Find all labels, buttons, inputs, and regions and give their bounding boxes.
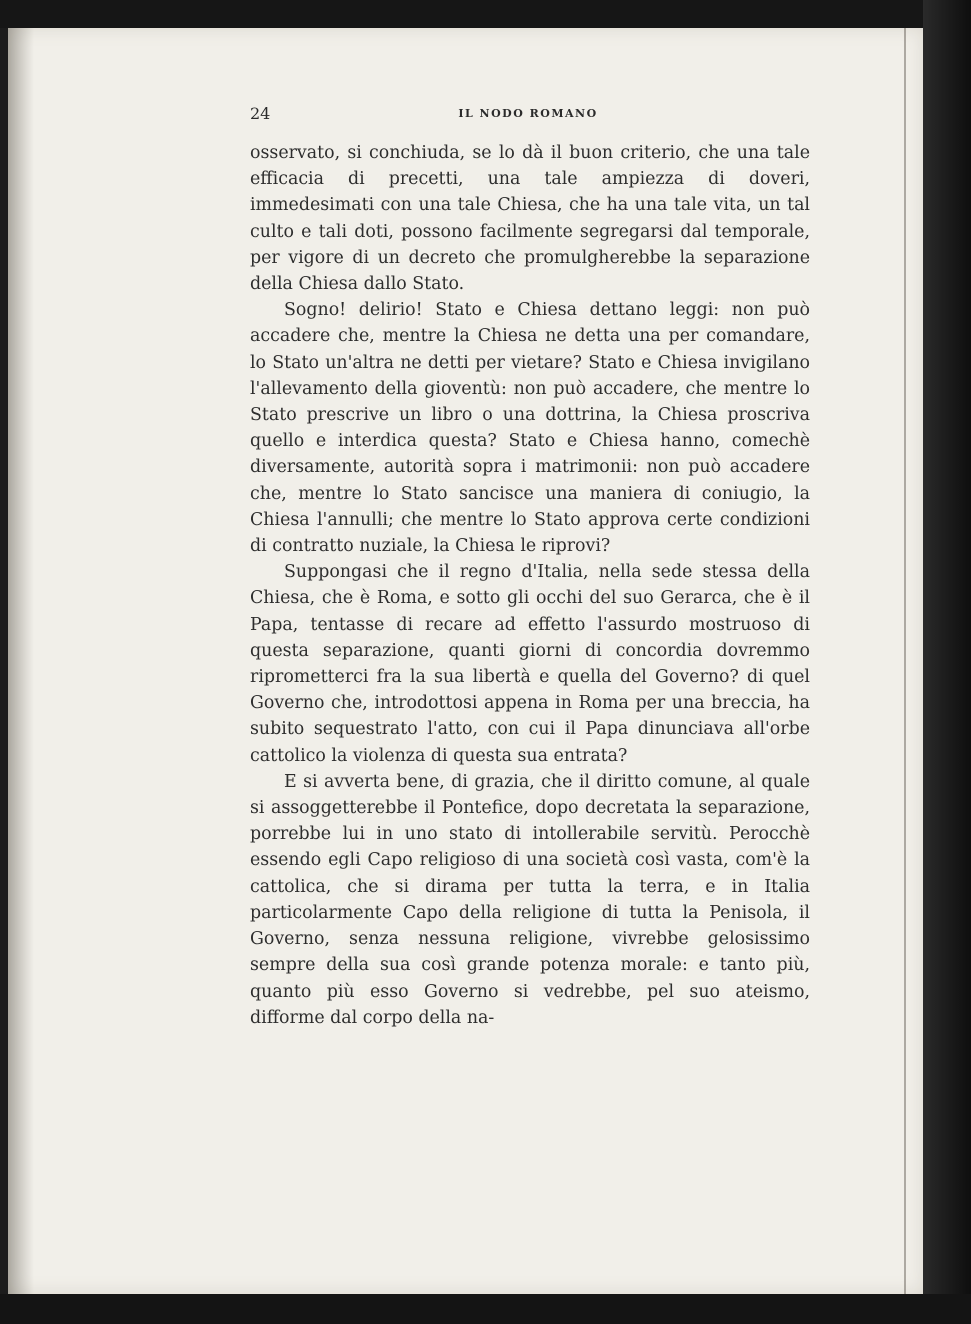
- page-edge-line: [904, 28, 906, 1294]
- page-number: 24: [250, 104, 271, 123]
- paragraph: E si avverta bene, di grazia, che il diritto comune, al quale si assoggetterebbe il Pontefice, dopo decretata la separazione, porrebbe lui in uno stato di intollerabile servitù. Perocchè essendo egli Capo religioso di una società così vasta, com'è la cattolica, che si dirama per tutta la terra, e in Italia particolarmente Capo della religione di tutta la Penisola, il Governo, senza nessuna religione, vivrebbe gelosissimo sempre della sua così grande potenza morale: e tanto più, quanto più esso Governo si vedrebbe, pel suo ateismo, difforme dal corpo della na-: [250, 771, 810, 1028]
- scan-top-border: [0, 0, 971, 28]
- paragraph: osservato, si conchiuda, se lo dà il buon criterio, che una tale efficacia di precetti, una tale ampiezza di doveri, immedesimati con una tale Chiesa, che ha una tale vita, un tal culto e tali doti, possono facilmente segregarsi dal temporale, per vigore di un decreto che promulgherebbe la separazione della Chiesa dallo Stato.: [250, 143, 810, 295]
- scan-right-border: [923, 0, 971, 1324]
- page-gutter-shadow: [8, 28, 34, 1294]
- paragraph: Suppongasi che il regno d'Italia, nella sede stessa della Chiesa, che è Roma, e sotto gli occhi del suo Gerarca, che è il Papa, tentasse di recare ad effetto l'assurdo mostruoso di questa separazione, quanti giorni di concordia dovremmo riprometterci fra la sua libertà e quella del Governo? di quel Governo che, introdottosi appena in Roma per una breccia, ha subito sequestrato l'atto, con cui il Papa dinunciava all'orbe cattolico la violenza di questa sua entrata?: [250, 562, 810, 766]
- scan-bottom-border: [0, 1294, 971, 1324]
- paragraph: Sogno! delirio! Stato e Chiesa dettano leggi: non può accadere che, mentre la Chiesa ne detta una per comandare, lo Stato un'altra ne detti per vietare? Stato e Chiesa invigilano l'allevamento della gioventù: non può accadere, che mentre lo Stato prescrive un libro o una dottrina, la Chiesa proscriva quello e interdica questa? Stato e Chiesa hanno, comechè diversamente, autorità sopra i matrimonii: non può accadere che, mentre lo Stato sancisce una maniera di coniugio, la Chiesa l'annulli; che mentre lo Stato approva certe condizioni di contratto nuziale, la Chiesa le riprovi?: [250, 300, 810, 557]
- page-header: [250, 104, 806, 126]
- body-text: [250, 140, 810, 1031]
- running-title: IL NODO ROMANO: [458, 107, 598, 120]
